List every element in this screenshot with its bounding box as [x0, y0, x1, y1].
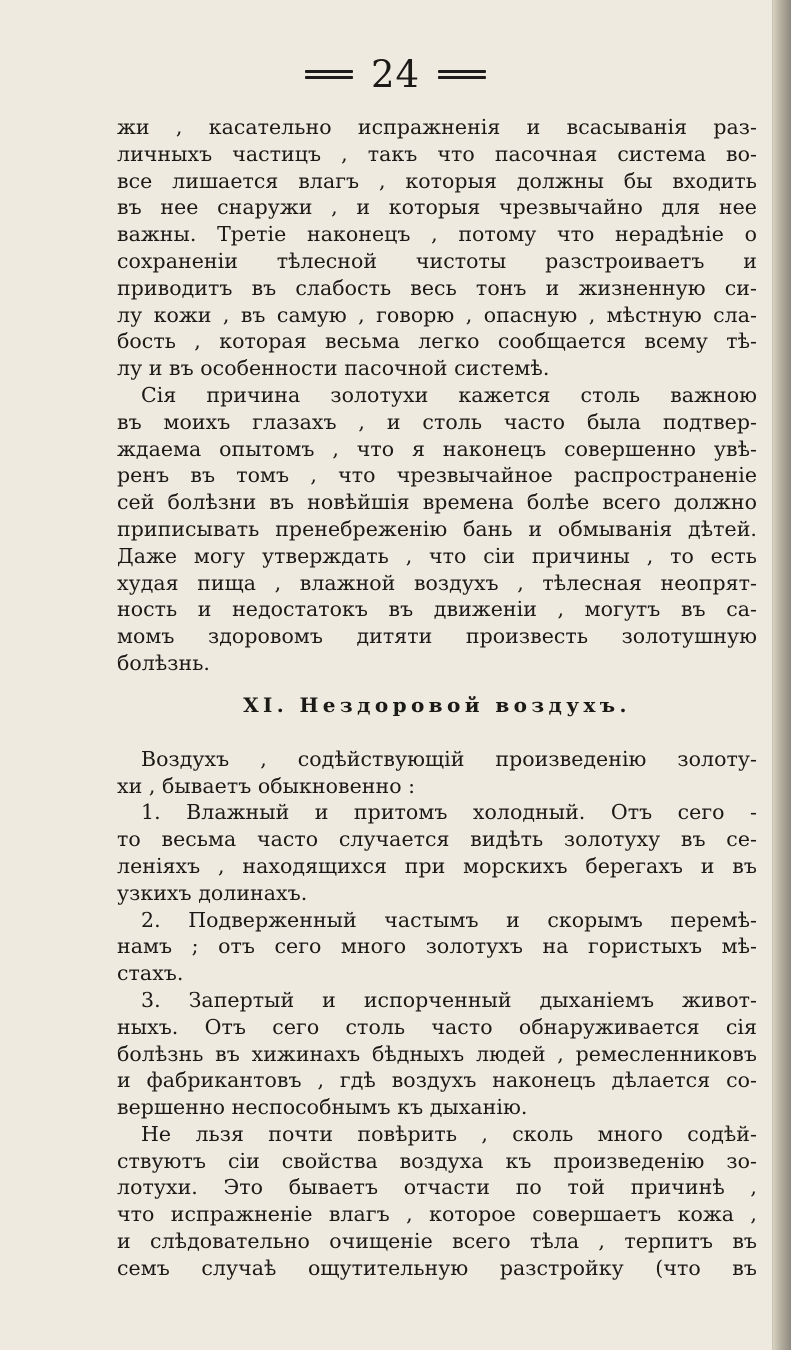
text-line: Сія причина золотухи кажется столь важною [141, 382, 757, 407]
text-line: 2. Подверженный частымъ и скорымъ перемѣ- [141, 907, 757, 932]
text-line: худая пища , влажной воздухъ , тѣлесная неопрят- [117, 570, 757, 595]
text-line: то весьма часто случается видѣть золотуху въ се- [117, 827, 757, 852]
text-line: ждаема опытомъ , что я наконецъ совершенно увѣ- [117, 436, 757, 461]
text-line: ность и недостатокъ въ движеніи , могутъ въ са- [117, 597, 757, 622]
text-line: ныхъ. Отъ сего столь часто обнаруживается сія [117, 1014, 757, 1039]
right-header-rule [438, 61, 486, 89]
text-line: въ нее снаружи , и которыя чрезвычайно для нее [117, 195, 757, 220]
text-line: приводитъ въ слабость весь тонъ и жизненную си- [117, 275, 757, 300]
text-line: въ моихъ глазахъ , и столь часто была подтвер- [117, 409, 757, 434]
text-line: и слѣдовательно очищеніе всего тѣла , терпитъ въ [117, 1229, 757, 1254]
text-line: лотухи. Это бываетъ отчасти по той причинѣ , [117, 1175, 757, 1200]
text-line: ренъ въ томъ , что чрезвычайное распространеніе [117, 463, 757, 488]
page-number: 24 [370, 53, 421, 96]
text-line: Даже могу утверждать , что сіи причины , то есть [117, 543, 757, 568]
text-line: болѣзнь въ хижинахъ бѣдныхъ людей , ремесленниковъ [117, 1041, 757, 1066]
page-binding-edge [772, 0, 791, 1350]
text-line: семъ случаѣ ощутительную разстройку (что въ [117, 1255, 757, 1280]
text-line: намъ ; отъ сего много золотухъ на гористыхъ мѣ- [117, 934, 757, 959]
text-line: 3. Запертый и испорченный дыханіемъ живот- [141, 987, 757, 1012]
text-line: болѣзнь. [117, 650, 210, 675]
text-line: стахъ. [117, 961, 184, 986]
text-line: важны. Третіе наконецъ , потому что нерадѣніе о [117, 222, 757, 247]
text-line: лу и въ особенности пасочной системѣ. [117, 356, 550, 381]
text-line: леніяхъ , находящихся при морскихъ берегахъ и въ [117, 853, 757, 878]
section-heading: XI. Нездоровой воздухъ. [243, 692, 631, 717]
text-line: личныхъ частицъ , такъ что пасочная система во- [117, 141, 757, 166]
text-line: и фабрикантовъ , гдѣ воздухъ наконецъ дѣлается со- [117, 1068, 757, 1093]
heading-gap [117, 719, 757, 746]
text-line: жи , касательно испражненія и всасыванія раз- [117, 115, 757, 139]
text-line: лу кожи , въ самую , говорю , опасную , мѣстную сла- [117, 302, 757, 327]
text-line: хи , бываетъ обыкновенно : [117, 773, 416, 798]
left-header-rule [305, 61, 353, 89]
text-line: Не льзя почти повѣрить , сколь много содѣй- [141, 1121, 757, 1146]
text-line: все лишается влагъ , которыя должны бы входить [117, 168, 757, 193]
text-line: Воздухъ , содѣйствующій произведенію золоту- [141, 746, 757, 771]
page-header [0, 52, 791, 97]
text-line: приписывать пренебреженію бань и обмыванія дѣтей. [117, 516, 757, 541]
page-body [117, 114, 757, 1282]
text-line: что испражненіе влагъ , которое совершаетъ кожа , [117, 1202, 757, 1227]
text-line: сей болѣзни въ новѣйшія времена болѣе всего должно [117, 490, 757, 515]
text-line: вершенно неспособнымъ къ дыханію. [117, 1095, 528, 1120]
text-line: момъ здоровомъ дитяти произвесть золотушную [117, 624, 757, 649]
section-gap [117, 677, 757, 691]
text-line: узкихъ долинахъ. [117, 880, 308, 905]
text-line: ствуютъ сіи свойства воздуха къ произведенію зо- [117, 1148, 757, 1173]
text-line: бость , которая весьма легко сообщается всему тѣ- [117, 329, 757, 354]
text-line: сохраненіи тѣлесной чистоты разстроиваетъ и [117, 248, 757, 273]
text-line: 1. Влажный и притомъ холодный. Отъ сего - [141, 800, 757, 825]
